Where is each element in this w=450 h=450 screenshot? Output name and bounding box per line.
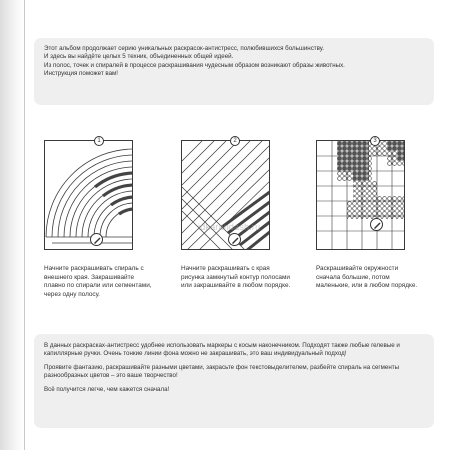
- step-number-3: 3: [370, 136, 380, 146]
- step-caption-1: Начните раскрашивать спираль с внешнего края. Закрашивайте плавно по спирали или сегментами, через одну полосу.: [44, 265, 152, 298]
- tips-text-3: Всё получится легче, чем кажется сначала!: [44, 385, 170, 393]
- intro-box: [34, 38, 434, 105]
- step-caption-2: Начните раскрашивать с края рисунка замкнутый контур полосами или закрашивайте в любом порядке.: [181, 265, 291, 290]
- step-number-2: 2: [230, 136, 240, 146]
- intro-text-3: Из полос, точек и спиралей в процессе раскрашивания чудесным образом возникают образы животных.: [44, 61, 345, 69]
- pencil-icon: [370, 218, 383, 231]
- spine-edge: [24, 0, 25, 450]
- pencil-icon: [90, 233, 103, 246]
- intro-text-2: И здесь вы найдёте целых 5 техник, объединенных общей идеей.: [44, 53, 234, 61]
- circles-illustration: [316, 140, 405, 250]
- book-spine: [0, 0, 24, 450]
- tips-box: [34, 334, 434, 428]
- pencil-icon: [228, 233, 241, 246]
- tips-text-2: Проявите фантазию, раскрашивайте разными цветами, закрасьте фон текстовыделителем, разбейте спираль на сегменты разнообразных цветов – это ваше творчество!: [44, 363, 400, 380]
- intro-text-1: Этот альбом продолжает серию уникальных раскрасок-антистресс, полюбившихся большинству.: [44, 45, 324, 52]
- tips-text-1: В данных раскрасках-антистресс удобнее использовать маркеры с косым наконечником. Подходят также любые гелевые и капиллярные ручки. Очень тонкие линии фона можно не закрашивать, это ваш индивидуальный подход!: [44, 342, 400, 358]
- stripes-illustration: [181, 140, 270, 250]
- spiral-illustration: [44, 140, 133, 250]
- intro-text-4: Инструкция поможет вам!: [44, 70, 119, 78]
- step-caption-3: Раскрашивайте окружности сначала большие, потом маленькие, или в любом порядке.: [316, 265, 418, 290]
- step-number-1: 1: [94, 136, 104, 146]
- watermark: idkarandash.ru: [198, 222, 261, 232]
